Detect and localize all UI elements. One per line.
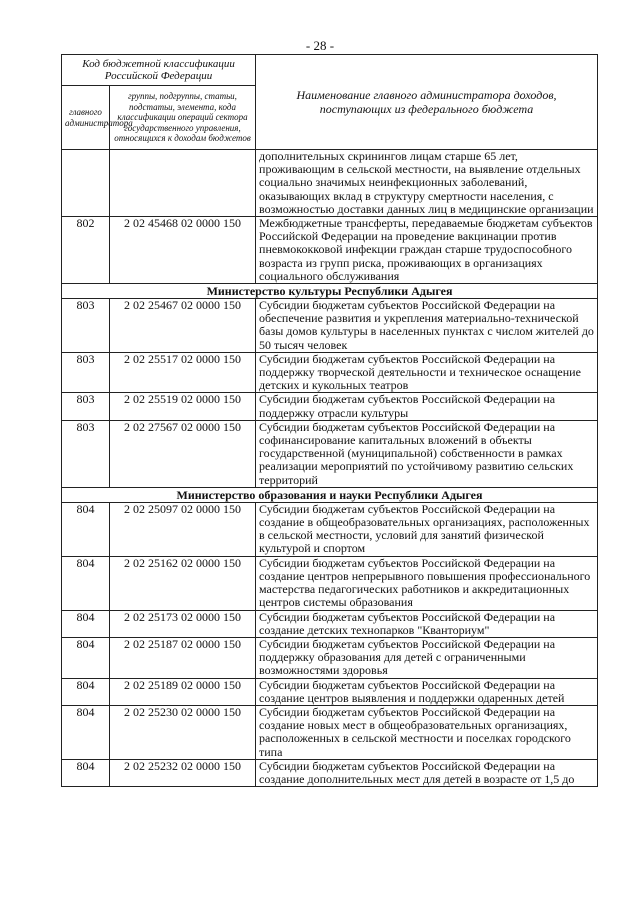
revenue-code-cell: 2 02 25517 02 0000 150 (110, 352, 256, 393)
revenue-code-cell: 2 02 25162 02 0000 150 (110, 556, 256, 610)
table-row (62, 678, 598, 705)
revenue-name-cell: Субсидии бюджетам субъектов Российской Федерации на создание детских технопарков "Кванториум" (256, 610, 598, 637)
table-row (62, 705, 598, 759)
admin-code-cell: 803 (62, 420, 110, 487)
revenue-code-cell: 2 02 25467 02 0000 150 (110, 299, 256, 353)
table-row (62, 299, 598, 353)
section-title: Министерство образования и науки Республики Адыгея (62, 487, 598, 502)
revenue-name-cell: Субсидии бюджетам субъектов Российской Федерации на создание в общеобразовательных организациях, расположенных в сельской местности, условий для занятий физической культурой и спортом (256, 502, 598, 556)
admin-code-cell: 802 (62, 217, 110, 284)
admin-code-cell: 804 (62, 556, 110, 610)
admin-code-cell: 804 (62, 502, 110, 556)
revenue-code-cell (110, 150, 256, 217)
revenue-code-cell: 2 02 25097 02 0000 150 (110, 502, 256, 556)
admin-code-cell: 804 (62, 637, 110, 678)
table-row (62, 393, 598, 420)
revenue-code-cell: 2 02 25232 02 0000 150 (110, 759, 256, 786)
admin-code-cell: 803 (62, 299, 110, 353)
section-title: Министерство культуры Республики Адыгея (62, 284, 598, 299)
admin-code-cell: 804 (62, 759, 110, 786)
table-row (62, 352, 598, 393)
section-header-row (62, 487, 598, 502)
revenue-code-cell: 2 02 25173 02 0000 150 (110, 610, 256, 637)
revenue-name-cell: Субсидии бюджетам субъектов Российской Федерации на обеспечение развития и укрепления материально-технической базы домов культуры в населенных пунктах с числом жителей до 50 тысяч человек (256, 299, 598, 353)
table-row (62, 150, 598, 217)
administrator-name-header: Наименование главного администратора доходов, поступающих из федерального бюджета (256, 55, 598, 150)
code-classification-header: Код бюджетной классификации Российской Федерации (62, 55, 256, 86)
revenue-code-header: группы, подгруппы, статьи, подстатьи, элемента, кода классификации операций сектора государственного управления, относящихся к доходам бюджетов (110, 86, 256, 150)
table-row (62, 420, 598, 487)
revenue-code-cell: 2 02 25230 02 0000 150 (110, 705, 256, 759)
revenue-name-cell: Субсидии бюджетам субъектов Российской Федерации на создание центров выявления и поддержки одаренных детей (256, 678, 598, 705)
table-row (62, 217, 598, 284)
revenue-name-cell: Субсидии бюджетам субъектов Российской Федерации на поддержку образования для детей с ограниченными возможностями здоровья (256, 637, 598, 678)
admin-code-cell (62, 150, 110, 217)
admin-code-cell: 803 (62, 393, 110, 420)
revenue-name-cell: Субсидии бюджетам субъектов Российской Федерации на создание центров непрерывного повышения профессионального мастерства педагогических работников и аккредитационных центров системы образования (256, 556, 598, 610)
revenue-name-cell: Субсидии бюджетам субъектов Российской Федерации на поддержку творческой деятельности и техническое оснащение детских и кукольных театров (256, 352, 598, 393)
table-row (62, 637, 598, 678)
revenue-name-cell: Субсидии бюджетам субъектов Российской Федерации на создание дополнительных мест для детей в возрасте от 1,5 до (256, 759, 598, 786)
revenue-code-cell: 2 02 25519 02 0000 150 (110, 393, 256, 420)
table-row (62, 556, 598, 610)
section-header-row (62, 284, 598, 299)
revenue-name-cell: Межбюджетные трансферты, передаваемые бюджетам субъектов Российской Федерации на проведение вакцинации против пневмококковой инфекции граждан старше трудоспособного возраста из групп риска, проживающих в организациях социального обслуживания (256, 217, 598, 284)
admin-code-cell: 804 (62, 705, 110, 759)
table-body (62, 150, 598, 787)
admin-code-cell: 803 (62, 352, 110, 393)
admin-code-header: главного администратора (62, 86, 110, 150)
revenue-name-cell: Субсидии бюджетам субъектов Российской Федерации на софинансирование капитальных вложений в объекты государственной (муниципальной) собственности в рамках реализации мероприятий по устойчивому развитию сельских территорий (256, 420, 598, 487)
table-row (62, 502, 598, 556)
revenue-code-cell: 2 02 25189 02 0000 150 (110, 678, 256, 705)
revenue-name-cell: Субсидии бюджетам субъектов Российской Федерации на создание новых мест в общеобразовательных организациях, расположенных в сельской местности и поселках городского типа (256, 705, 598, 759)
table-row (62, 610, 598, 637)
revenue-code-cell: 2 02 25187 02 0000 150 (110, 637, 256, 678)
revenue-code-cell: 2 02 45468 02 0000 150 (110, 217, 256, 284)
revenue-code-cell: 2 02 27567 02 0000 150 (110, 420, 256, 487)
admin-code-cell: 804 (62, 678, 110, 705)
table-row (62, 759, 598, 786)
page-number: - 28 - (305, 38, 335, 53)
budget-classification-table (61, 54, 598, 787)
revenue-name-cell: Субсидии бюджетам субъектов Российской Федерации на поддержку отрасли культуры (256, 393, 598, 420)
revenue-name-cell: дополнительных скринингов лицам старше 65 лет, проживающим в сельской местности, на выявление отдельных социально значимых неинфекционных заболеваний, оказывающих вклад в структуру смертности населения, с возможностью доставки данных лиц в медицинские организации (256, 150, 598, 217)
admin-code-cell: 804 (62, 610, 110, 637)
